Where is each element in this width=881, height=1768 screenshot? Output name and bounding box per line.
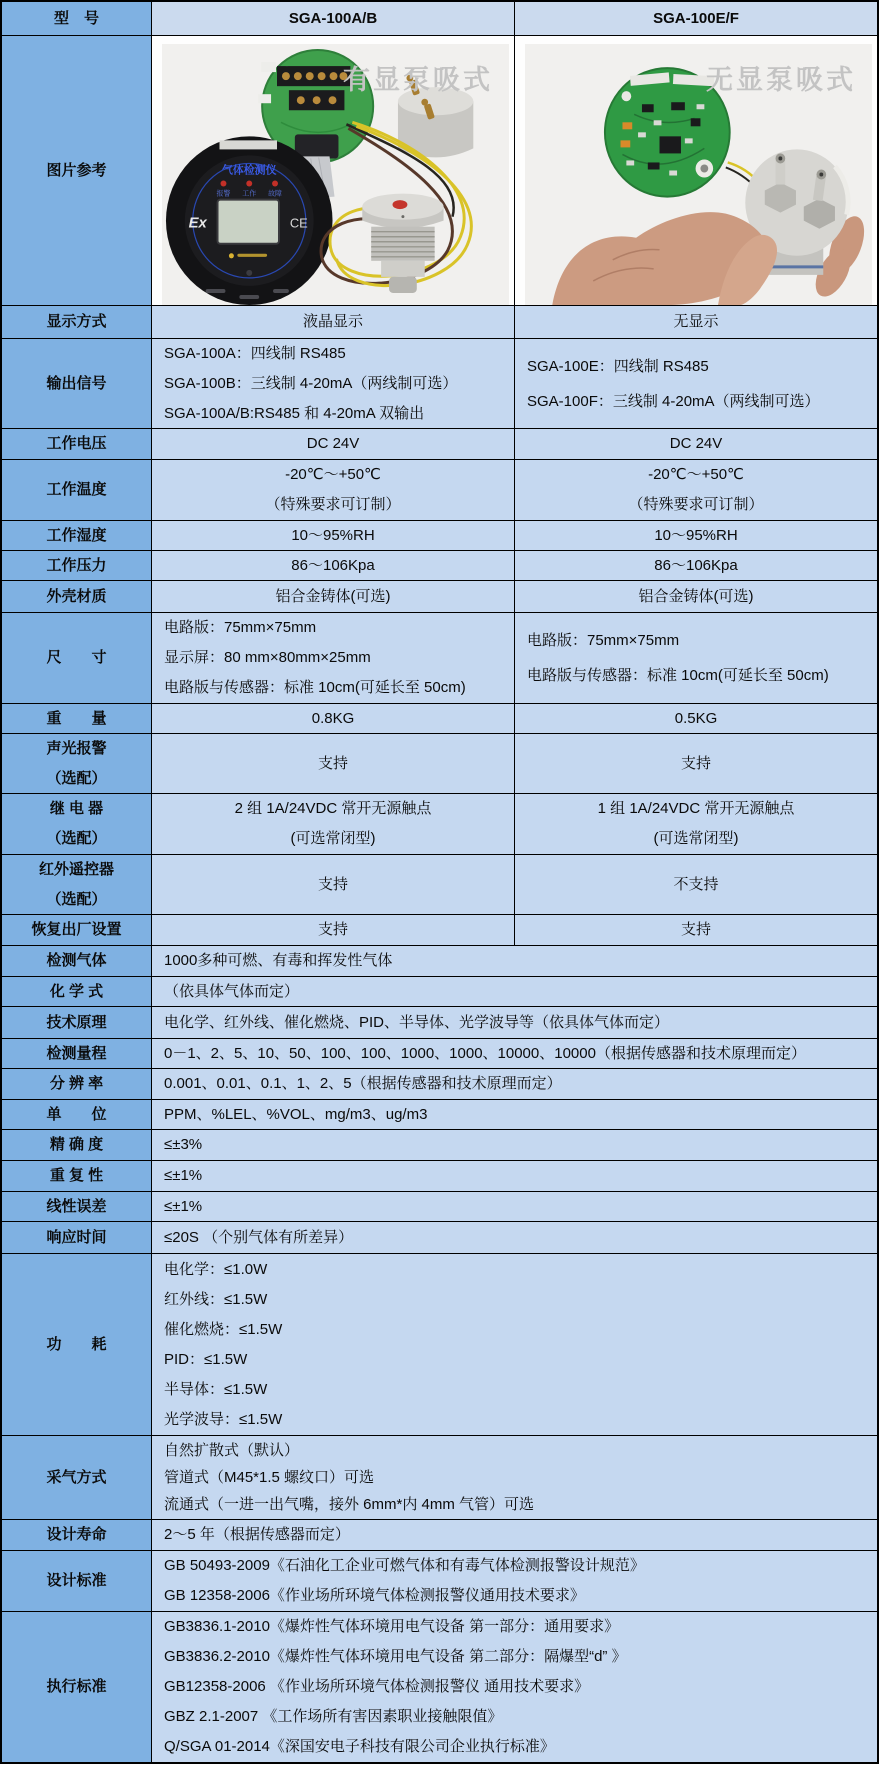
cell-linearity: ≤±1% xyxy=(164,1197,203,1215)
svg-text:报警: 报警 xyxy=(216,190,231,198)
table-row-humidity xyxy=(2,520,877,550)
row-label: 外壳材质 xyxy=(2,581,152,612)
table-row-sampling xyxy=(2,1435,877,1519)
header-model-label: 型 号 xyxy=(2,2,152,35)
table-row-relay xyxy=(2,793,877,854)
table-row-accuracy xyxy=(2,1129,877,1160)
row-label: 显示方式 xyxy=(2,306,152,338)
row-label: 重 复 性 xyxy=(2,1161,152,1191)
cell-weight-left: 0.8KG xyxy=(152,704,515,733)
header-model-right: SGA-100E/F xyxy=(515,2,877,35)
product-photo-left-cell xyxy=(152,36,515,305)
table-row-response xyxy=(2,1221,877,1253)
cell-temperature-left: -20℃～+50℃ （特殊要求可订制） xyxy=(152,460,515,520)
cell-power: 电化学：≤1.0W 红外线：≤1.5W 催化燃烧：≤1.5W PID：≤1.5W 半导体：≤1.5W 光学波导：≤1.5W xyxy=(164,1260,283,1428)
watermark-left: 有显泵吸式 xyxy=(343,65,493,95)
table-row-sound-alarm xyxy=(2,733,877,793)
row-label: 输出信号 xyxy=(2,339,152,428)
header-model-left: SGA-100A/B xyxy=(152,2,515,35)
cell-display-right: 无显示 xyxy=(673,313,719,330)
cell-repeatability: ≤±1% xyxy=(164,1167,203,1184)
table-row-lifetime xyxy=(2,1519,877,1550)
cell-temperature-right: -20℃～+50℃ （特殊要求可订制） xyxy=(628,466,764,513)
cell-resolution: 0.001、0.01、0.1、1、2、5（根据传感器和技术原理而定） xyxy=(164,1075,562,1092)
row-label: 设计标准 xyxy=(2,1551,152,1611)
svg-text:工作: 工作 xyxy=(242,190,257,198)
table-row-pressure xyxy=(2,550,877,580)
row-label: 功 耗 xyxy=(2,1254,152,1435)
photo-row xyxy=(2,35,877,305)
row-label: 工作压力 xyxy=(2,551,152,580)
row-label: 单 位 xyxy=(2,1100,152,1129)
row-label: 分 辨 率 xyxy=(2,1069,152,1099)
cell-unit: PPM、%LEL、%VOL、mg/m3、ug/m3 xyxy=(164,1105,428,1123)
table-row-temperature xyxy=(2,459,877,520)
row-label: 精 确 度 xyxy=(2,1130,152,1160)
row-label: 执行标准 xyxy=(2,1612,152,1762)
product-photo-right xyxy=(525,44,872,305)
cell-relay-right: 1 组 1A/24VDC 常开无源触点 (可选常闭型) xyxy=(597,800,795,847)
cell-gas: 1000多种可燃、有毒和挥发性气体 xyxy=(164,952,393,969)
cell-principle: 电化学、红外线、催化燃烧、PID、半导体、光学波导等（依具体气体而定） xyxy=(164,1013,670,1031)
table-row-power xyxy=(2,1253,877,1435)
cell-formula: （依具体气体而定） xyxy=(164,982,300,1000)
cell-shell-left: 铝合金铸体(可选) xyxy=(152,581,515,612)
row-label: 工作电压 xyxy=(2,429,152,459)
row-label: 红外遥控器 （选配） xyxy=(2,855,152,914)
table-row-unit xyxy=(2,1099,877,1129)
cell-weight-right: 0.5KG xyxy=(674,709,718,727)
cell-exec-std: GB3836.1-2010《爆炸性气体环境用电气设备 第一部分：通用要求》 GB3836.2-2010《爆炸性气体环境用电气设备 第二部分：隔爆型“d” 》 GB12358-2006 《作业场所环境气体检测报警仪 通用技术要求》 GBZ 2.1-2007 《工作场所有害因素职业接触限值》 Q/SGA 01-2014《深国安电子科技有限公司企业执行标准》 xyxy=(164,1618,627,1755)
table-row-range xyxy=(2,1038,877,1068)
table-row-output xyxy=(2,338,877,428)
lcd-screen xyxy=(218,200,279,244)
watermark-right: 无显泵吸式 xyxy=(706,65,856,95)
product-photo-left xyxy=(162,44,509,305)
cell-factory-reset-right: 支持 xyxy=(680,921,711,938)
row-label: 线性误差 xyxy=(2,1192,152,1221)
row-label: 检测量程 xyxy=(2,1039,152,1068)
table-row-exec-std xyxy=(2,1611,877,1762)
table-row-weight xyxy=(2,703,877,733)
cell-response: ≤20S （个别气体有所差异） xyxy=(164,1228,354,1246)
cell-design-std: GB 50493-2009《石油化工企业可燃气体和有毒气体检测报警设计规范》 GB 12358-2006《作业场所环境气体检测报警仪通用技术要求》 xyxy=(164,1557,645,1604)
table-row-factory-reset xyxy=(2,914,877,945)
table-row-voltage xyxy=(2,428,877,459)
cell-shell-right: 铝合金铸体(可选) xyxy=(638,587,754,605)
row-label: 工作湿度 xyxy=(2,521,152,550)
cell-sampling: 自然扩散式（默认） 管道式（M45*1.5 螺纹口）可选 流通式（一进一出气嘴，接外 6mm*内 4mm 气管）可选 xyxy=(164,1442,535,1513)
table-row-ir-remote xyxy=(2,854,877,914)
table-row-linearity xyxy=(2,1191,877,1221)
cell-sound-alarm-right: 支持 xyxy=(680,754,711,772)
row-label: 工作温度 xyxy=(2,460,152,520)
row-label: 声光报警 （选配） xyxy=(2,734,152,793)
table-row-shell xyxy=(2,580,877,612)
row-label: 重 量 xyxy=(2,704,152,733)
row-label: 检测气体 xyxy=(2,946,152,976)
cell-pressure-right: 86～106Kpa xyxy=(654,556,738,574)
cell-ir-remote-right: 不支持 xyxy=(673,875,719,893)
table-row-principle xyxy=(2,1006,877,1038)
cell-relay-left: 2 组 1A/24VDC 常开无源触点 (可选常闭型) xyxy=(152,794,515,854)
cell-size-right: 电路版：75mm×75mm 电路版与传感器：标准 10cm(可延长至 50cm) xyxy=(527,632,829,684)
row-label: 设计寿命 xyxy=(2,1520,152,1550)
cell-humidity-left: 10～95%RH xyxy=(152,521,515,550)
row-label: 化 学 式 xyxy=(2,977,152,1006)
row-label: 恢复出厂设置 xyxy=(2,915,152,945)
table-row-design-std xyxy=(2,1550,877,1611)
svg-text:故障: 故障 xyxy=(268,190,282,198)
cell-lifetime: 2～5 年（根据传感器而定） xyxy=(164,1526,350,1543)
product-photo-right-cell xyxy=(515,36,877,305)
cell-humidity-right: 10～95%RH xyxy=(654,526,738,544)
table-row-resolution xyxy=(2,1068,877,1099)
cell-ir-remote-left: 支持 xyxy=(152,855,515,914)
cell-output-right: SGA-100E：四线制 RS485 SGA-100F：三线制 4-20mA（两线制可选） xyxy=(527,357,820,410)
svg-text:气体检测仪: 气体检测仪 xyxy=(221,164,277,177)
cell-sound-alarm-left: 支持 xyxy=(152,734,515,793)
cell-display-left: 液晶显示 xyxy=(152,306,515,338)
header-row xyxy=(2,2,877,35)
table-row-display xyxy=(2,305,877,338)
row-label: 继 电 器 （选配） xyxy=(2,794,152,854)
cell-factory-reset-left: 支持 xyxy=(152,915,515,945)
photo-row-label: 图片参考 xyxy=(2,36,152,305)
table-row-gas xyxy=(2,945,877,976)
gas-detector xyxy=(166,136,333,305)
table-row-repeatability xyxy=(2,1160,877,1191)
cell-voltage-right: DC 24V xyxy=(669,435,723,452)
cell-output-left: SGA-100A：四线制 RS485 SGA-100B：三线制 4-20mA（两线制可选） SGA-100A/B:RS485 和 4-20mA 双输出 xyxy=(152,339,515,428)
svg-text:CE: CE xyxy=(289,215,308,231)
table-row-size xyxy=(2,612,877,703)
row-label: 采气方式 xyxy=(2,1436,152,1519)
svg-text:Ex: Ex xyxy=(188,214,207,232)
cell-voltage-left: DC 24V xyxy=(152,429,515,459)
row-label: 技术原理 xyxy=(2,1007,152,1038)
cell-range: 0－1、2、5、10、50、100、100、1000、1000、10000、10000（根据传感器和技术原理而定） xyxy=(164,1044,806,1062)
cell-pressure-left: 86～106Kpa xyxy=(152,551,515,580)
row-label: 响应时间 xyxy=(2,1222,152,1253)
row-label: 尺 寸 xyxy=(2,613,152,703)
table-row-formula xyxy=(2,976,877,1006)
cell-size-left: 电路版：75mm×75mm 显示屏：80 mm×80mm×25mm 电路版与传感器：标准 10cm(可延长至 50cm) xyxy=(152,613,515,703)
cell-accuracy: ≤±3% xyxy=(164,1136,203,1153)
